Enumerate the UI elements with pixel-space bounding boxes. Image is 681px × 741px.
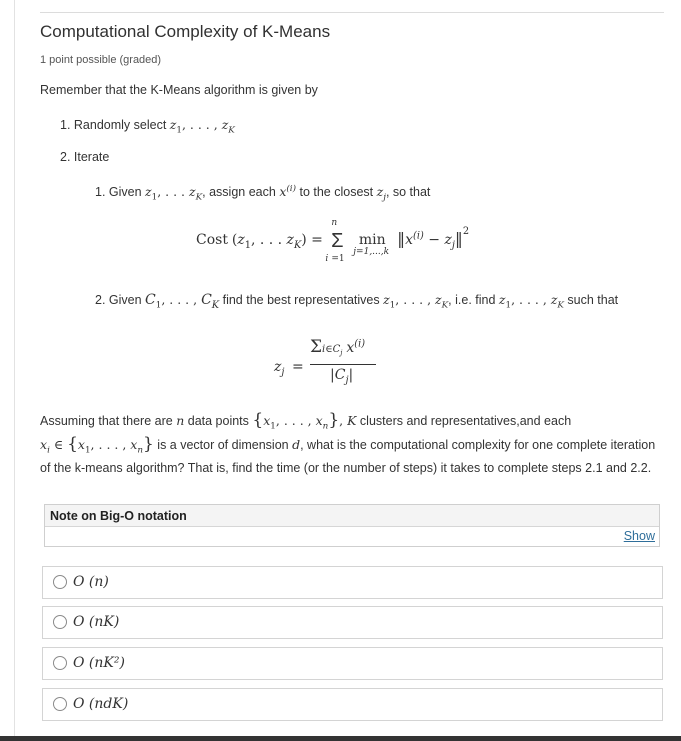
question-text: Assuming that there are n data points {$x_1$, . . . , $x_n$}, K clusters and representatives,and each $x_i$ ∈ {$x_1$, . . . , $x_n$} is a vector of dimension d, what is the computational complexity for one complete iteration of the k-means algorithm? That is, find the time (or the number of steps) it takes to complete steps 2.1 and 2.2. [40,410,656,475]
option-2[interactable] [42,606,663,639]
substep-1: 1. Given $z_1$, . . . $z_K$, assign each $x^{(i)}$ to the closest $z_j$, so that [95,184,431,203]
question-part1: Assuming that there are [40,414,173,428]
cost-formula: Cost ($z_1$, . . . $z_K$) = n Σ i =1 min j=1,...,k $‖x^{(i)}$ − $z_j‖^2$ [196,218,470,264]
substep-1-mid2: to the closest [296,185,374,200]
question-part5: , what is the computational complexity for one complete iteration of the k-means algorithm? That is, find the time (or the number of steps) it takes to complete steps 2.1 and 2.2. [40,438,656,475]
option-label: O (nK) [73,614,120,630]
radio-button[interactable] [53,575,67,589]
option-4[interactable] [42,688,663,721]
substep-1-end: , so that [385,185,431,200]
show-link[interactable]: Show [623,529,655,543]
question-part3: clusters and representatives,and each [359,414,572,428]
option-3[interactable] [42,647,663,680]
question-part4: is a vector of dimension [157,438,289,452]
problem-title: Computational Complexity of K-Means [40,22,331,41]
cost-word: Cost [196,232,228,248]
substep-1-label: 1. Given [95,185,142,200]
substep-2-mid2: , i.e. find [448,293,496,307]
substep-2-label: 2. Given [95,293,142,307]
substep-2: 2. Given $C_1$, . . . , $C_K$ find the best representatives $z_1$, . . . , $z_K$, i.e. find $z_1$, . . . , $z_K$ such that [95,292,619,311]
radio-button[interactable] [53,656,67,670]
intro-text: Remember that the K-Means algorithm is given by [40,83,318,97]
bottom-bar [0,736,681,741]
points-label: 1 point possible (graded) [40,54,162,66]
substep-2-mid: find the best representatives [219,293,380,307]
option-label: O (ndK) [73,696,129,712]
substep-1-mid: , assign each [202,185,276,200]
option-1[interactable] [42,566,663,599]
option-label: O (n) [73,574,109,590]
question-part2: data points [187,414,249,428]
option-label: O (nK²) [73,655,125,671]
big-o-note [44,504,660,547]
radio-button[interactable] [53,697,67,711]
step-2: 2. Iterate [60,150,110,164]
step-1: 1. Randomly select $z_1$, . . . , $z_K$ [60,117,235,136]
note-heading: Note on Big-O notation [45,505,659,527]
substep-2-end: such that [563,293,619,307]
step-1-label: 1. Randomly select [60,118,167,132]
radio-button[interactable] [53,615,67,629]
divider [40,12,664,13]
min-word: min [358,232,386,248]
